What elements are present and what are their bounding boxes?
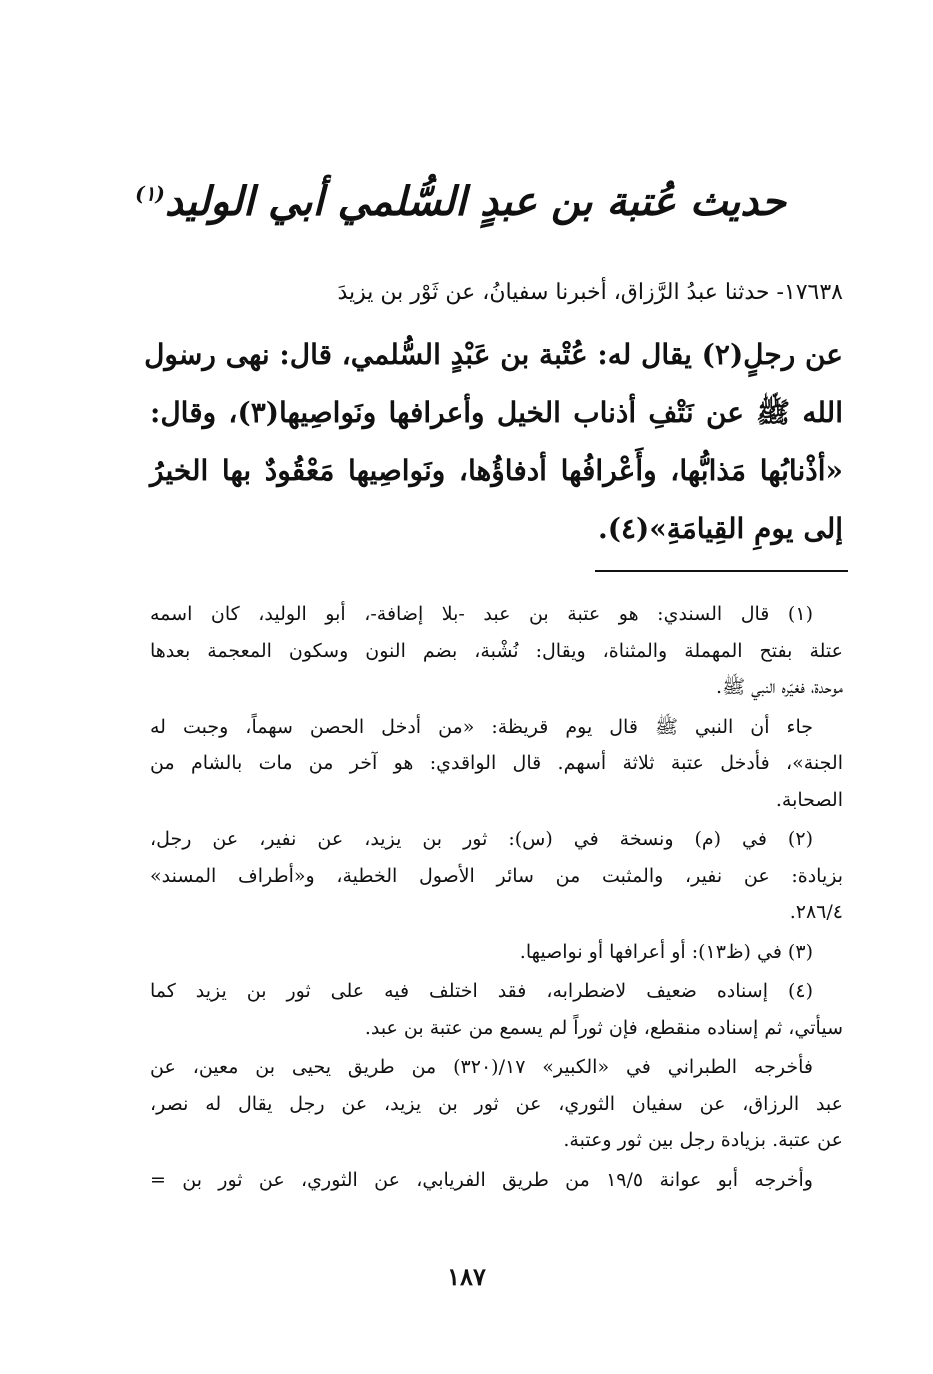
hadith-line: الله ﷺ عن نَتْفِ أذناب الخيل وأعرافها ونَواصِيها(٣)، وقال: <box>150 396 843 429</box>
hadith-line: «أذْنابُها مَذابُّها، وأَعْرافُها أدفاؤُها، ونَواصِيها مَعْقُودٌ بها الخيرُ <box>150 454 843 487</box>
footnote-line: بزيادة: عن نفير، والمثبت من سائر الأصول الخطية، و«أطراف المسند» <box>150 864 843 887</box>
footnote-line: عن عتبة. بزيادة رجل بين ثور وعتبة. <box>563 1129 843 1151</box>
chapter-title <box>135 172 786 232</box>
page-number: ١٨٧ <box>447 1262 486 1291</box>
footnotes <box>150 596 843 1201</box>
footnote-line: الجنة»، فأدخل عتبة ثلاثة أسهم. قال الواقدي: هو آخر من مات بالشام من <box>150 752 843 774</box>
hadith-isnad-header: ١٧٦٣٨- حدثنا عبدُ الرَّزاق، أخبرنا سفيانُ، عن ثَوْر بن يزيدَ <box>337 280 843 305</box>
footnote-line: (٣) في (ظ١٣): أو أعرافها أو نواصيها. <box>519 940 813 963</box>
footnote-line: (٢) في (م) ونسخة في (س): ثور بن يزيد، عن نفير، عن رجل، <box>150 828 813 850</box>
footnote-1 <box>150 596 843 706</box>
hadith-line: عن رجلٍ(٢) يقال له: عُتْبة بن عَبْدٍ السُّلمي، قال: نهى رسول <box>144 338 843 371</box>
footnote-2 <box>150 821 843 931</box>
footnote-line: فأخرجه الطبراني في «الكبير» ١٧/(٣٢٠) من طريق يحيى بن معين، عن <box>150 1056 813 1078</box>
footnote-line: (٤) إسناده ضعيف لاضطرابه، فقد اختلف فيه على ثور بن يزيد كما <box>150 980 813 1002</box>
footnote-4-tabarani <box>150 1049 843 1159</box>
footnote-4 <box>150 973 843 1046</box>
footnote-line: ٢٨٦/٤. <box>789 901 843 923</box>
footnote-line: جاء أن النبي ﷺ قال يوم قريظة: «من أدخل الحصن سهماً، وجبت له <box>150 715 813 738</box>
hadith-matn <box>144 326 843 558</box>
footnote-3 <box>150 934 843 971</box>
footnote-line: عبد الرزاق، عن سفيان الثوري، عن ثور بن يزيد، عن رجل يقال له نصر، <box>150 1092 843 1115</box>
chapter-title-note-marker: (١) <box>135 181 165 206</box>
footnote-line: عتلة بفتح المهملة والمثناة، ويقال: نُشْبة، بضم النون وسكون المعجمة بعدها <box>150 639 843 662</box>
hadith-line: إلى يومِ القِيامَةِ»(٤). <box>598 512 843 545</box>
footnote-1-continued <box>150 709 843 819</box>
footnote-line: (١) قال السندي: هو عتبة بن عبد -بلا إضافة-، أبو الوليد، كان اسمه <box>150 603 813 625</box>
footnote-line: وأخرجه أبو عوانة ١٩/٥ من طريق الفريابي، عن الثوري، عن ثور بن = <box>150 1168 813 1191</box>
footnote-line: الصحابة. <box>775 788 843 811</box>
footnote-line: سيأتي، ثم إسناده منقطع، فإن ثوراً لم يسمع من عتبة بن عبد. <box>364 1016 843 1039</box>
footnote-line: موحدة، فغيّره النبي ﷺ. <box>716 676 843 698</box>
footnote-4-abu-awana <box>150 1162 843 1199</box>
footnote-separator <box>595 570 848 572</box>
chapter-title-text: حديث عُتبة بن عبدٍ السُّلمي أبي الوليد <box>164 178 786 225</box>
